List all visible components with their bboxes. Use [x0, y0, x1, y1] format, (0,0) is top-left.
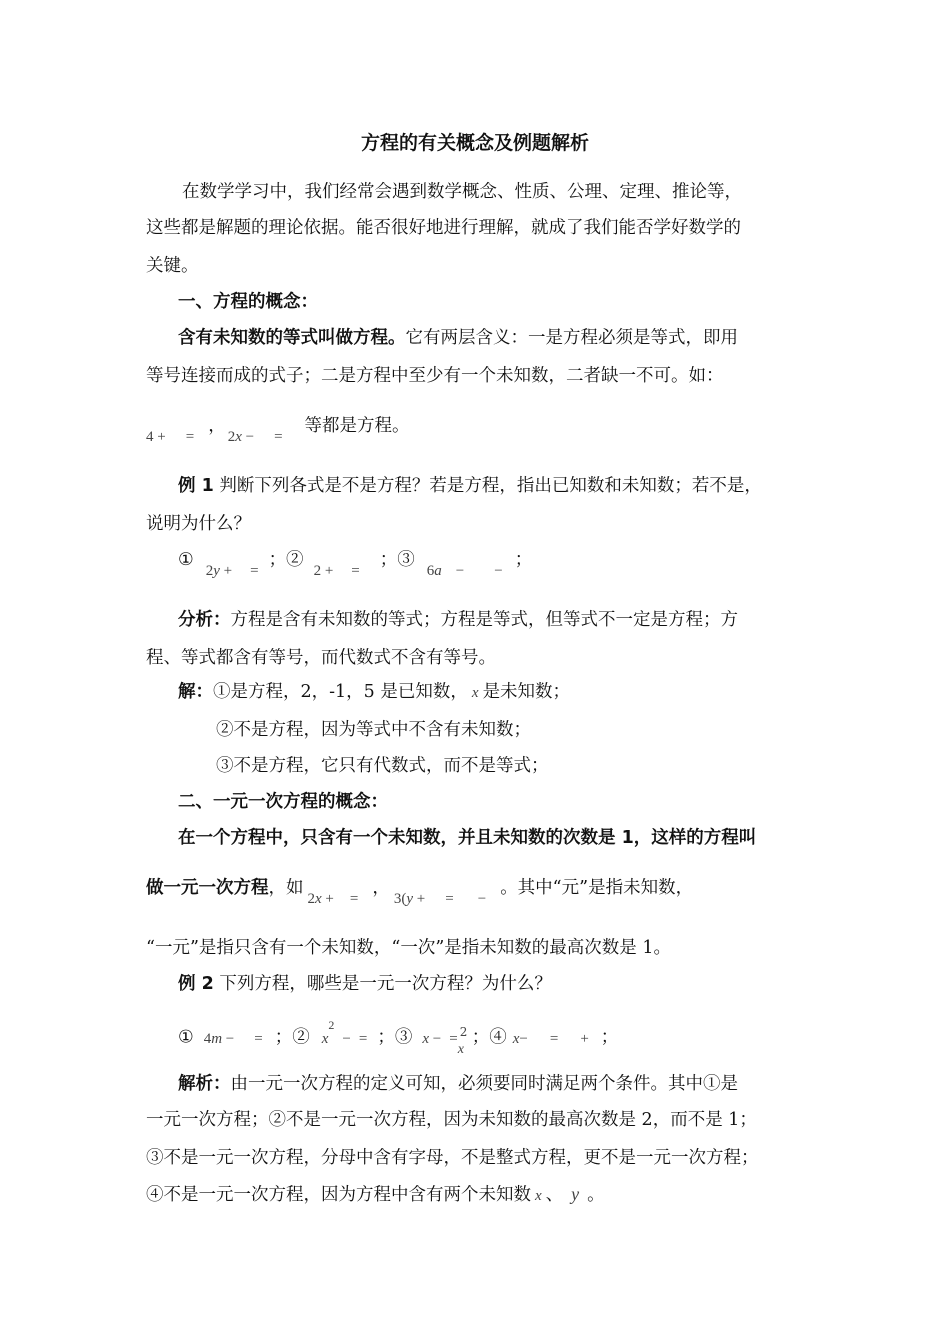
example-2-analysis-label: 解析：: [178, 1074, 231, 1094]
solution-line-1: 解：①是方程，2，-1，5 是已知数， x 是未知数；: [178, 682, 571, 702]
example-2-analysis-line-2: 一元一次方程；②不是一元一次方程，因为未知数的最高次数是 2，而不是 1；: [146, 1110, 757, 1130]
section-2-definition-line-1: 在一个方程中，只含有一个未知数，并且未知数的次数是 1，这样的方程叫: [178, 828, 757, 848]
definition-example-equation-2: 3(y + = −: [393, 891, 487, 907]
fraction: 2 x: [457, 1025, 468, 1057]
section-1-heading: 一、方程的概念：: [178, 292, 318, 312]
intro-line-2: 这些都是解题的理论依据。能否很好地进行理解，就成了我们能否学好数学的: [146, 218, 741, 238]
solution-label: 解：: [178, 682, 213, 702]
example-equations-line: 4 + =，2x − =等都是方程。: [146, 416, 410, 445]
example-2-items: ① 4m − = ；② $x^2-$ = ；③ x − = 2 x ；④ x− = + ；: [178, 1017, 619, 1057]
intro-line-3: 关键。: [146, 256, 199, 276]
example-tail: 等都是方程。: [304, 416, 410, 436]
example-equation-a: 4 + =: [146, 429, 195, 445]
section-2-heading: 二、一元一次方程的概念：: [178, 792, 388, 812]
example-2-label: 例 2: [178, 974, 214, 994]
item-2-equation: 2 + =: [313, 563, 360, 579]
example-1-label: 例 1: [178, 476, 214, 496]
eq-item-2: $x^2-$ =: [321, 1017, 368, 1047]
page-title: 方程的有关概念及例题解析: [360, 132, 589, 154]
example-2-analysis-line-3: ③不是一元一次方程，分母中含有字母，不是整式方程，更不是一元一次方程；: [146, 1148, 759, 1168]
eq-item-1: 4m − =: [203, 1030, 263, 1047]
example-2-analysis: 解析：由一元一次方程的定义可知，必须要同时满足两个条件。其中①是: [178, 1074, 738, 1094]
eq-item-3: x − =: [422, 1030, 458, 1047]
example-2-analysis-line-4: ④不是一元一次方程，因为方程中含有两个未知数 x 、 y 。: [146, 1184, 605, 1205]
definition-example-equation-1: 2x + =: [307, 891, 359, 907]
intro-line-1: 在数学学习中，我们经常会遇到数学概念、性质、公理、定理、推论等，: [182, 182, 742, 202]
solution-line-3: ③不是方程，它只有代数式，而不是等式；: [216, 756, 549, 776]
example-1-question-line-2: 说明为什么？: [146, 514, 251, 534]
example-2-question: 例 2 下列方程，哪些是一元一次方程？为什么？: [178, 974, 552, 994]
example-1-items: ①2y + =；②2 + =；③6a − −；: [178, 550, 533, 579]
section-2-definition-line-3: “一元”是指只含有一个未知数，“一次”是指未知数的最高次数是 1。: [146, 938, 671, 958]
item-1-equation: 2y + =: [205, 563, 259, 579]
definition-rest: 它有两层含义：一是方程必须是等式，即用: [405, 328, 738, 348]
eq-item-4: x− = +: [512, 1030, 589, 1047]
example-1-analysis: 分析：方程是含有未知数的等式；方程是等式，但等式不一定是方程；方: [178, 610, 738, 630]
section-1-definition: [178, 326, 738, 350]
section-1-line-2: 等号连接而成的式子；二是方程中至少有一个未知数，二者缺一不可。如：: [146, 366, 724, 386]
analysis-label: 分析：: [178, 610, 231, 630]
example-equation-b: 2x − =: [227, 429, 283, 445]
definition-bold: 含有未知数的等式叫做方程。: [178, 328, 406, 348]
section-2-definition-line-2: 做一元一次方程，如2x + =，3(y + = −。其中“元”是指未知数，: [146, 878, 694, 907]
item-3-expression: 6a − −: [426, 563, 503, 579]
example-1-question: 例 1 判断下列各式是不是方程？若是方程，指出已知数和未知数；若不是，: [178, 476, 762, 496]
example-1-analysis-line-2: 程、等式都含有等号，而代数式不含有等号。: [146, 648, 496, 668]
solution-line-2: ②不是方程，因为等式中不含有未知数；: [216, 720, 531, 740]
